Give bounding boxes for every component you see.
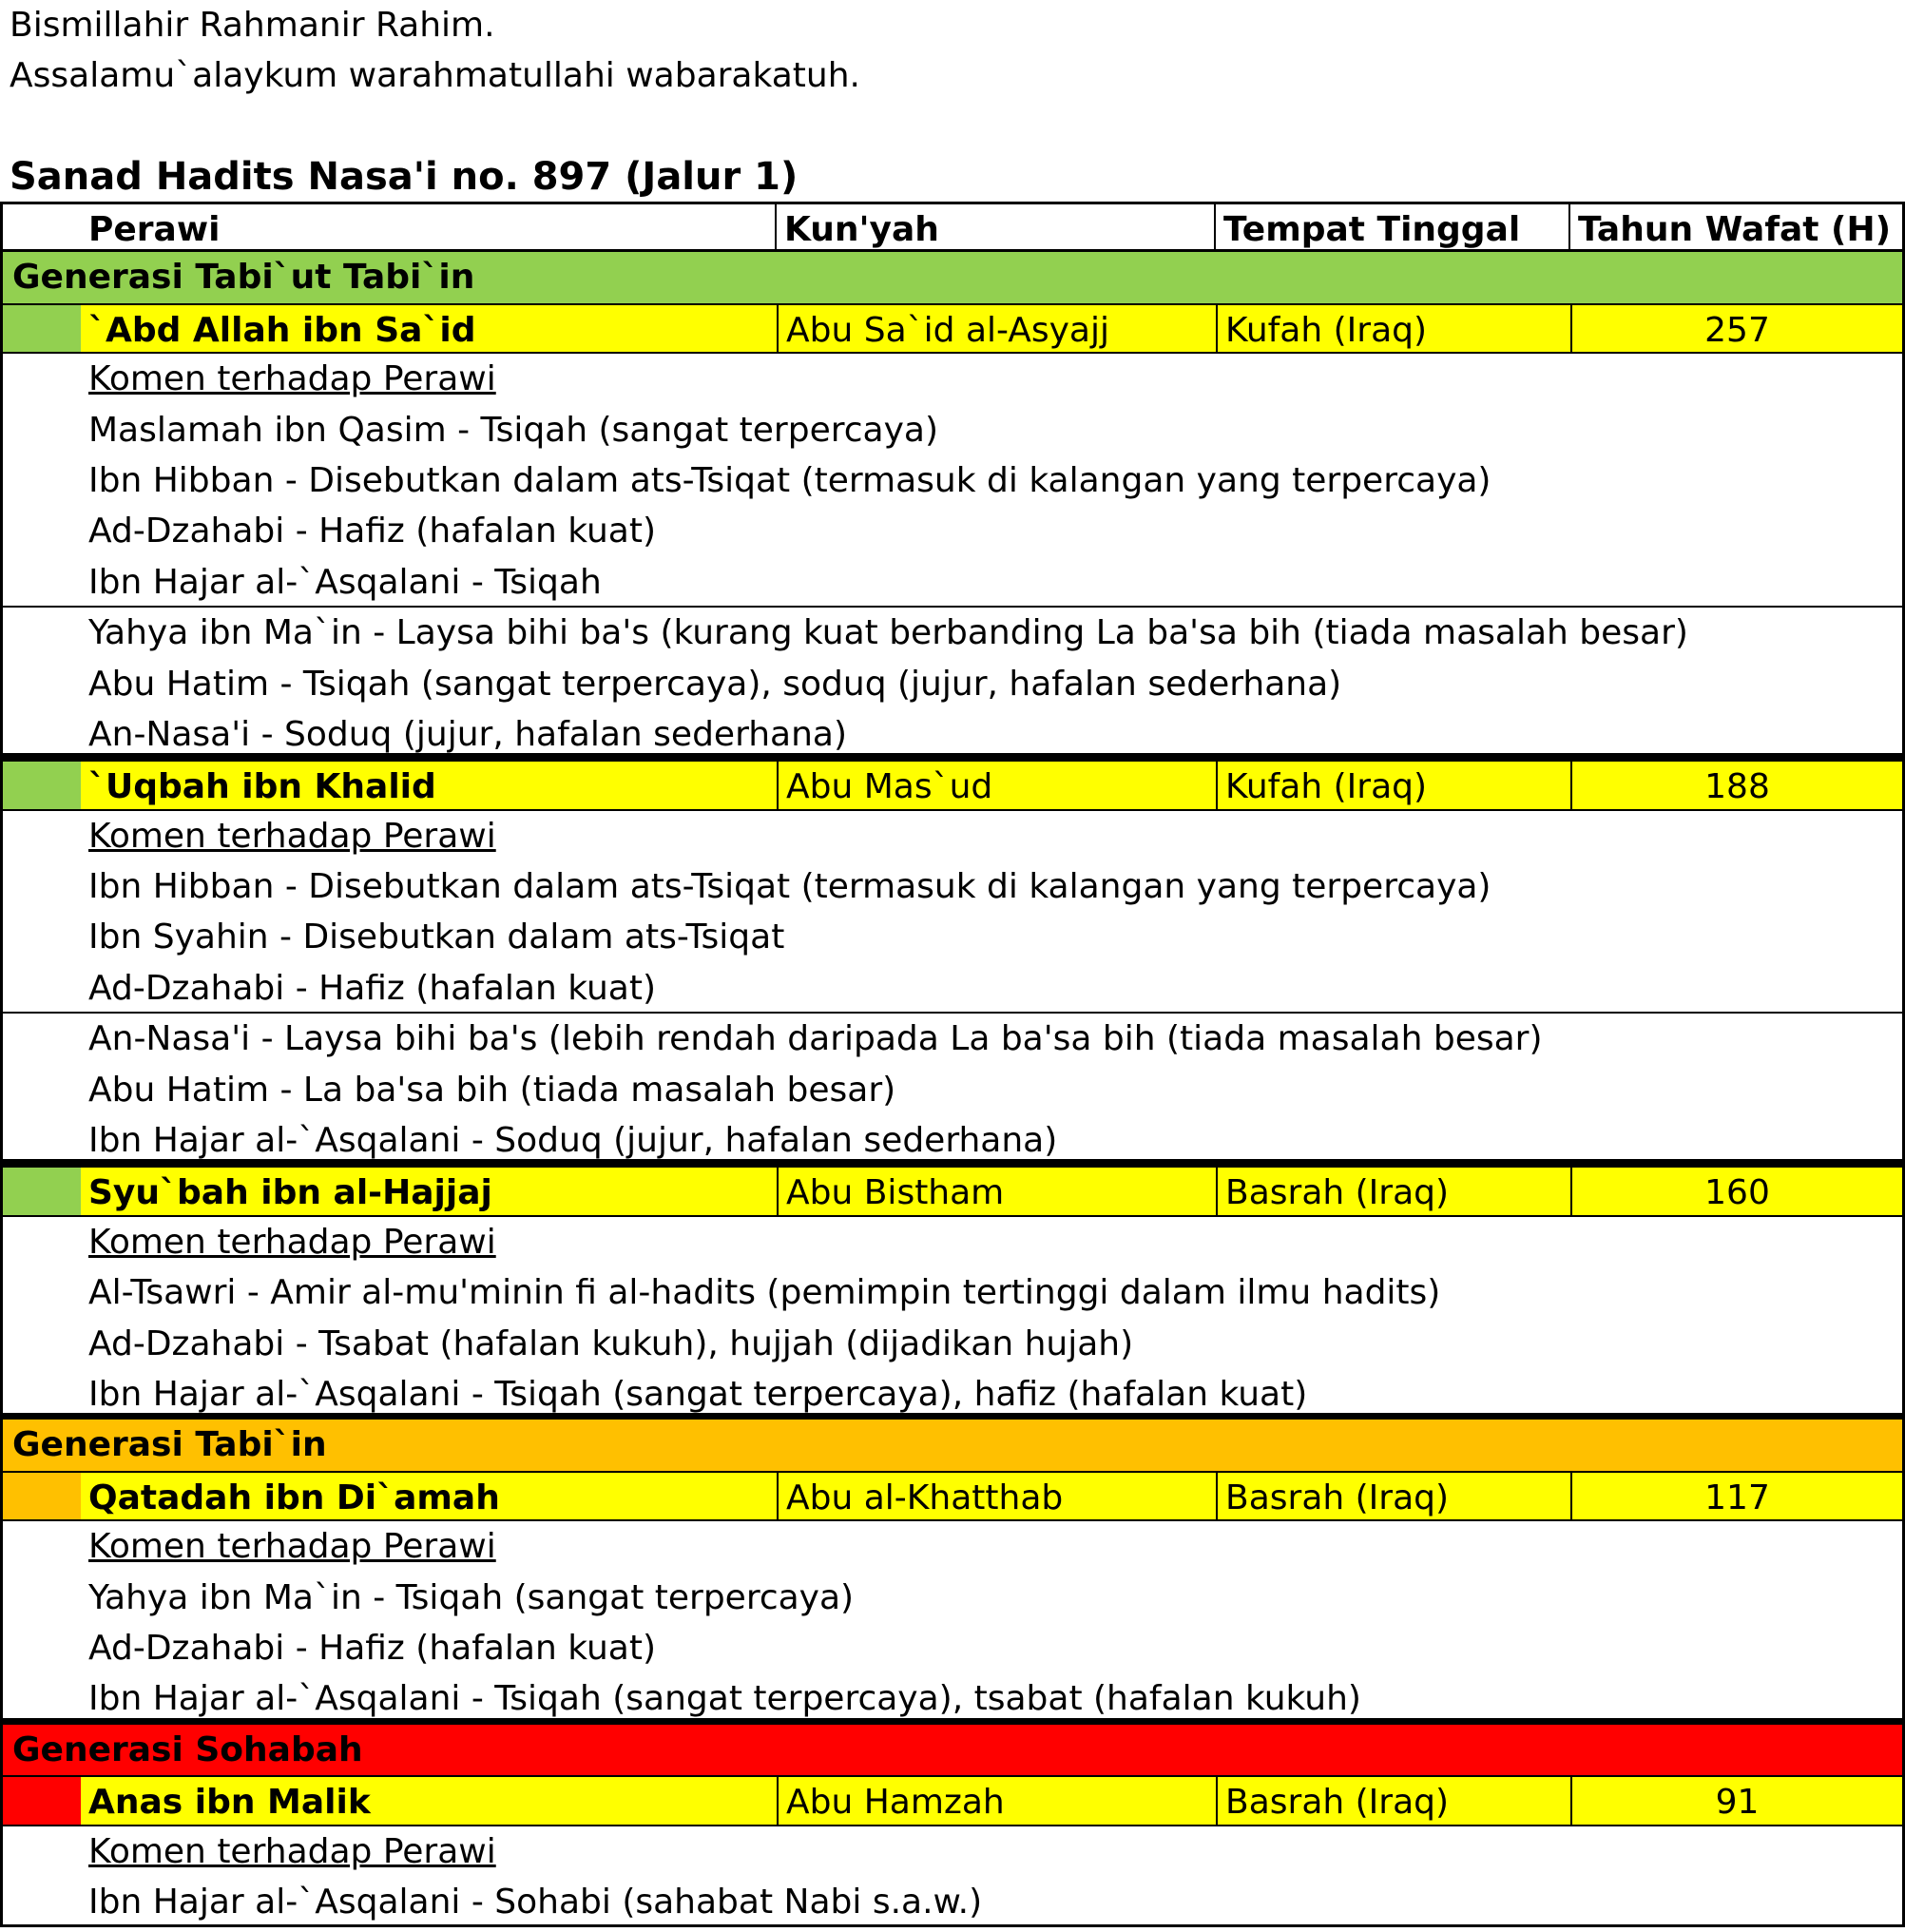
narrator-tahun-wafat: 188 — [1570, 762, 1902, 808]
narrator-tempat: Kufah (Iraq) — [1216, 762, 1570, 808]
narrator-tahun-wafat: 257 — [1570, 305, 1902, 352]
generation-marker — [3, 1777, 81, 1824]
comment-line: Ibn Hajar al-`Asqalani - Tsiqah — [0, 557, 1905, 608]
header-tempat: Tempat Tinggal — [1214, 204, 1568, 249]
narrator-tahun-wafat: 160 — [1570, 1168, 1902, 1214]
comment-header-text: Komen terhadap Perawi — [88, 816, 496, 856]
comment-line: Ibn Hajar al-`Asqalani - Sohabi (sahabat Nabi s.a.w.) — [0, 1877, 1905, 1927]
comment-line: Ibn Hajar al-`Asqalani - Tsiqah (sangat terpercaya), hafiz (hafalan kuat) — [0, 1369, 1905, 1420]
comment-line: Al-Tsawri - Amir al-mu'minin fi al-hadits (pemimpin tertinggi dalam ilmu hadits) — [0, 1267, 1905, 1318]
comment-header-text: Komen terhadap Perawi — [88, 1527, 496, 1567]
comment-header — [0, 1217, 1905, 1267]
intro-line-1: Bismillahir Rahmanir Rahim. — [10, 6, 495, 45]
sanad-table — [0, 202, 1905, 1927]
narrator-row — [0, 760, 1905, 810]
narrator-kunyah: Abu al-Khatthab — [777, 1473, 1216, 1519]
comment-line: Ad-Dzahabi - Tsabat (hafalan kukuh), hujjah (dijadikan hujah) — [0, 1319, 1905, 1369]
comment-line: Ad-Dzahabi - Hafiz (hafalan kuat) — [0, 506, 1905, 556]
narrator-tempat: Basrah (Iraq) — [1216, 1168, 1570, 1214]
narrator-name: Syu`bah ibn al-Hajjaj — [88, 1173, 492, 1213]
narrator-row — [0, 303, 1905, 354]
header-kunyah: Kun'yah — [775, 204, 1214, 249]
narrator-tempat: Basrah (Iraq) — [1216, 1777, 1570, 1824]
page-title: Sanad Hadits Nasa'i no. 897 (Jalur 1) — [10, 155, 799, 199]
narrator-row — [0, 1166, 1905, 1216]
comment-header — [0, 354, 1905, 404]
narrator-tempat: Kufah (Iraq) — [1216, 305, 1570, 352]
comment-header — [0, 811, 1905, 861]
narrator-tempat: Basrah (Iraq) — [1216, 1473, 1570, 1519]
narrator-kunyah: Abu Sa`id al-Asyajj — [777, 305, 1216, 352]
comment-header-text: Komen terhadap Perawi — [88, 359, 496, 399]
comment-line: Yahya ibn Ma`in - Laysa bihi ba's (kurang kuat berbanding La ba'sa bih (tiada masalah besar) — [0, 608, 1905, 658]
narrator-name: Qatadah ibn Di`amah — [88, 1478, 500, 1517]
comment-line: Ad-Dzahabi - Hafiz (hafalan kuat) — [0, 1623, 1905, 1673]
generation-marker — [3, 762, 81, 808]
comment-line: An-Nasa'i - Soduq (jujur, hafalan sederhana) — [0, 709, 1905, 760]
header-perawi: Perawi — [88, 210, 221, 249]
narrator-tahun-wafat: 91 — [1570, 1777, 1902, 1824]
narrator-name: `Abd Allah ibn Sa`id — [88, 310, 476, 350]
narrator-row — [0, 1775, 1905, 1826]
comment-line: Maslamah ibn Qasim - Tsiqah (sangat terpercaya) — [0, 405, 1905, 455]
generation-marker — [3, 305, 81, 352]
generation-header: Generasi Tabi`ut Tabi`in — [0, 252, 1905, 302]
comment-line: Ibn Hajar al-`Asqalani - Soduq (jujur, hafalan sederhana) — [0, 1115, 1905, 1166]
comment-line: Ad-Dzahabi - Hafiz (hafalan kuat) — [0, 963, 1905, 1014]
comment-line: Ibn Syahin - Disebutkan dalam ats-Tsiqat — [0, 912, 1905, 962]
comment-line: Abu Hatim - Tsiqah (sangat terpercaya), soduq (jujur, hafalan sederhana) — [0, 659, 1905, 709]
table-header-row — [0, 202, 1905, 252]
comment-header — [0, 1521, 1905, 1572]
generation-header: Generasi Tabi`in — [0, 1420, 1905, 1470]
narrator-kunyah: Abu Bistham — [777, 1168, 1216, 1214]
narrator-kunyah: Abu Mas`ud — [777, 762, 1216, 808]
intro-line-2: Assalamu`alaykum warahmatullahi wabarakatuh. — [10, 56, 860, 95]
comment-header-text: Komen terhadap Perawi — [88, 1831, 496, 1871]
comment-header — [0, 1826, 1905, 1877]
narrator-name: Anas ibn Malik — [88, 1783, 371, 1823]
comment-line: Ibn Hibban - Disebutkan dalam ats-Tsiqat (termasuk di kalangan yang terpercaya) — [0, 455, 1905, 506]
generation-marker — [3, 1168, 81, 1214]
narrator-row — [0, 1471, 1905, 1521]
narrator-tahun-wafat: 117 — [1570, 1473, 1902, 1519]
header-tahun: Tahun Wafat (H) — [1568, 204, 1902, 249]
generation-header: Generasi Sohabah — [0, 1725, 1905, 1775]
narrator-kunyah: Abu Hamzah — [777, 1777, 1216, 1824]
comment-line: Yahya ibn Ma`in - Tsiqah (sangat terpercaya) — [0, 1573, 1905, 1623]
narrator-name: `Uqbah ibn Khalid — [88, 767, 436, 807]
comment-line: Abu Hatim - La ba'sa bih (tiada masalah besar) — [0, 1065, 1905, 1115]
comment-line: Ibn Hibban - Disebutkan dalam ats-Tsiqat (termasuk di kalangan yang terpercaya) — [0, 861, 1905, 912]
generation-marker — [3, 1473, 81, 1519]
comment-header-text: Komen terhadap Perawi — [88, 1222, 496, 1262]
comment-line: Ibn Hajar al-`Asqalani - Tsiqah (sangat terpercaya), tsabat (hafalan kukuh) — [0, 1673, 1905, 1724]
comment-line: An-Nasa'i - Laysa bihi ba's (lebih rendah daripada La ba'sa bih (tiada masalah besar) — [0, 1014, 1905, 1064]
